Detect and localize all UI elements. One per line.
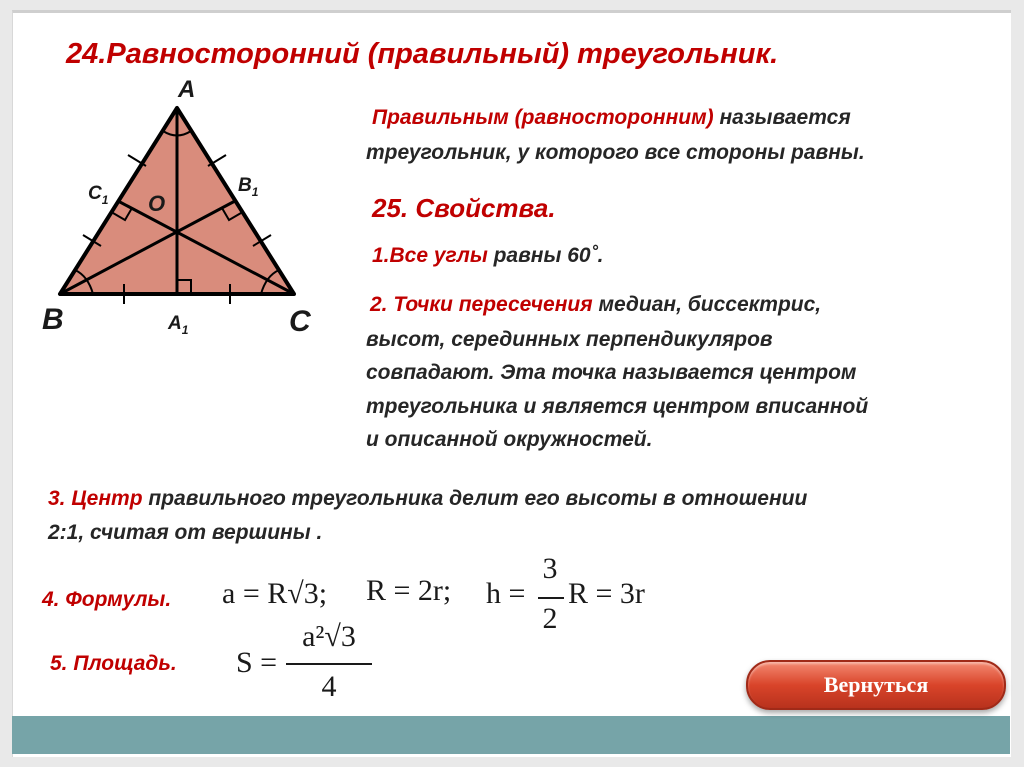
formula-side: a = R√3; [222,577,328,610]
definition-line-1: Правильным (равносторонним) называется [372,106,851,129]
vertex-label-c: C [289,305,311,338]
area-label: 5. Площадь. [50,652,177,675]
area-formula-denominator: 4 [321,670,337,703]
formula-height-denominator: 2 [542,602,558,635]
formula-height-lhs: h = [486,577,526,610]
formula-height-numerator: 3 [542,552,558,585]
property-3-line-1: 3. Центр правильного треугольника делит его высоты в отношении [48,487,808,510]
properties-heading: 25. Свойства. [372,193,556,223]
center-label-o: O [148,191,166,216]
area-formula-fraction-bar [286,663,372,665]
area-formula-numerator: a²√3 [302,620,356,653]
property-2-line-3: совпадают. Эта точка называется центром [366,361,857,384]
vertex-label-b: B [42,303,64,336]
property-3-line-2: 2:1, считая от вершины . [48,521,323,544]
formulas-label: 4. Формулы. [42,588,172,611]
formula-height-rhs: R = 3r [568,577,645,610]
point-label-c1: $C_1$ [88,183,109,207]
area-formula-lhs: S = [236,646,278,679]
definition-line-2: треугольник, у которого все стороны равны. [366,141,865,164]
property-1: 1.Все углы равны 60˚. [372,244,604,267]
slide-title: 24.Равносторонний (правильный) треугольник. [66,38,779,70]
property-2-line-2: высот, серединных перпендикуляров [366,328,773,351]
back-button[interactable]: Вернуться [746,660,1006,710]
formula-height-fraction-bar [538,597,564,599]
property-2-line-4: треугольника и является центром вписанной [366,395,869,418]
footer-bar [12,716,1010,754]
point-label-a1: $A_1$ [168,313,189,337]
vertex-label-a: A [178,76,196,103]
formula-radius: R = 2r; [366,574,452,607]
property-2-line-5: и описанной окружностей. [366,428,653,451]
point-label-b1: $B_1$ [238,175,259,199]
property-2-line-1: 2. Точки пересечения медиан, биссектрис, [370,293,822,316]
